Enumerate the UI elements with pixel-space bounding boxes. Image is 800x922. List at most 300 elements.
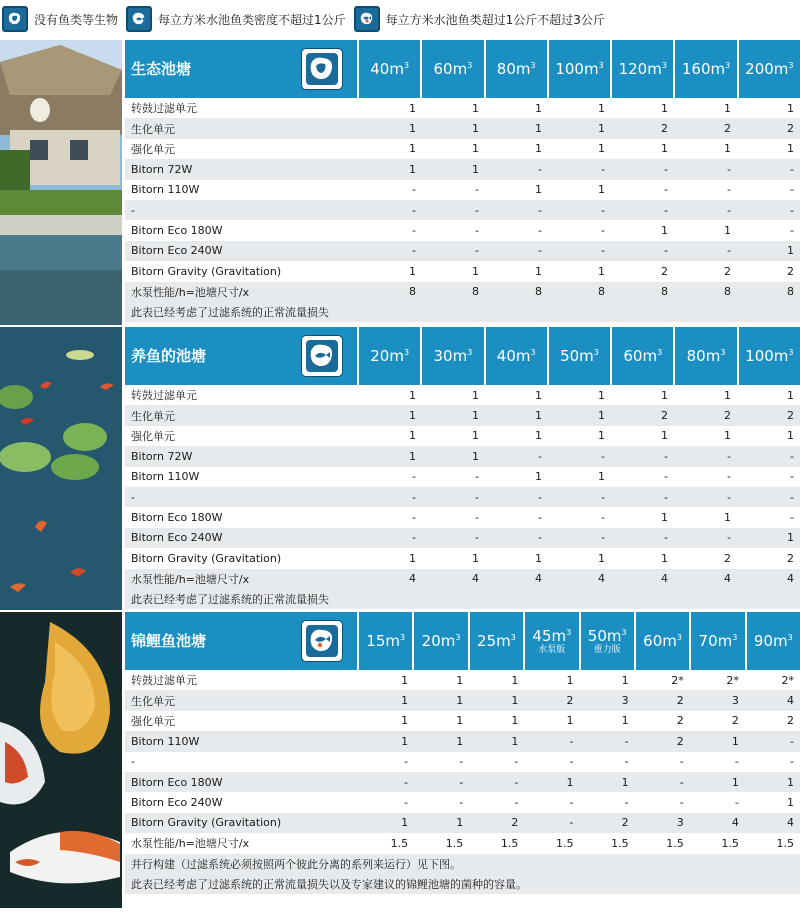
size-unit-superscript: 3: [467, 348, 473, 357]
table-cell: -: [790, 183, 794, 197]
section-title: 养鱼的池塘: [131, 347, 207, 365]
size-column-header: [673, 327, 736, 385]
table-cell: 1: [511, 714, 519, 728]
table-cell: 1: [598, 142, 605, 156]
size-value: 80m: [496, 60, 531, 78]
table-cell: -: [475, 511, 479, 525]
row-label: Bitorn Eco 240W: [131, 796, 223, 810]
size-unit-superscript: 3: [598, 61, 604, 70]
koi-fish-photo: [0, 612, 122, 908]
size-unit-superscript: 3: [788, 348, 794, 357]
table-cell: -: [569, 816, 574, 830]
table-cell: -: [727, 183, 731, 197]
table-cell: -: [412, 531, 416, 545]
size-unit-superscript: 3: [467, 61, 473, 70]
size-value: 60m: [643, 632, 677, 650]
size-column-header: [547, 327, 610, 385]
row-cells: [359, 450, 800, 463]
table-cell: 1: [598, 388, 605, 402]
table-cell: 1.5: [556, 836, 574, 850]
table-row: [125, 282, 800, 302]
table-cell: 8: [661, 285, 668, 299]
table-cell: 2: [787, 409, 794, 423]
table-cell: -: [412, 203, 416, 217]
table-cell: 1: [661, 142, 668, 156]
table-cell: 4: [472, 572, 479, 586]
size-line: [497, 60, 536, 78]
table-cell: -: [679, 775, 684, 789]
table-cell: 1: [409, 162, 416, 176]
table-cell: -: [601, 511, 605, 525]
table-row: [125, 711, 800, 731]
table-cell: -: [475, 224, 479, 238]
row-label: 强化单元: [131, 714, 175, 728]
row-cells: [359, 429, 800, 442]
row-cells: [359, 796, 800, 809]
table-cell: 4: [787, 816, 794, 830]
legend: [0, 0, 800, 38]
row-label: Bitorn 72W: [131, 449, 193, 463]
table-cell: 1: [621, 775, 629, 789]
size-column-header: [610, 40, 673, 98]
table-cell: 1: [661, 511, 668, 525]
table-cell: 1: [472, 429, 479, 443]
table-cell: 8: [409, 285, 416, 299]
legend-item-low-density: [124, 6, 346, 32]
row-cells: [359, 552, 800, 565]
table-cell: -: [790, 203, 794, 217]
row-cells: [359, 409, 800, 422]
table-cell: 2: [724, 264, 731, 278]
size-column-header: [420, 40, 483, 98]
size-unit-superscript: 3: [676, 633, 682, 642]
table-cell: 1: [535, 470, 542, 484]
table-cell: -: [624, 734, 629, 748]
row-cells: [359, 511, 800, 524]
row-cells: [359, 735, 800, 748]
table-cell: -: [412, 224, 416, 238]
table-cell: -: [404, 796, 409, 810]
table-note: 此表已经考虑了过滤系统的正常流量损失: [125, 589, 800, 609]
table-cell: 1: [472, 101, 479, 115]
ecological-pond-section: [0, 40, 800, 325]
table-cell: 1: [409, 264, 416, 278]
row-label: 生化单元: [131, 409, 175, 423]
table-cell: 1: [401, 714, 409, 728]
size-value: 50m: [560, 347, 594, 365]
size-value: 100m: [555, 60, 599, 78]
row-cells: [359, 102, 800, 115]
table-cell: 1.5: [776, 836, 794, 850]
table-header: [125, 612, 800, 670]
size-line: [588, 627, 627, 645]
size-value: 60m: [433, 60, 468, 78]
size-column-header: [737, 327, 800, 385]
table-cell: 1: [787, 531, 794, 545]
table-cell: 2: [676, 714, 684, 728]
table-cell: 1: [661, 224, 668, 238]
size-value: 40m: [496, 347, 531, 365]
row-label: Bitorn Eco 180W: [131, 224, 223, 238]
table-cell: 2: [676, 734, 684, 748]
table-cell: -: [664, 244, 668, 258]
table-cell: 4: [535, 572, 542, 586]
table-cell: 1: [472, 388, 479, 402]
row-cells: [359, 142, 800, 155]
size-variant-label: 水泵版: [538, 645, 566, 655]
size-column-header: [420, 327, 483, 385]
size-value: 200m: [745, 60, 789, 78]
table-cell: 1: [731, 734, 739, 748]
table-cell: 1: [472, 142, 479, 156]
row-label: Bitorn Eco 180W: [131, 511, 223, 525]
table-cell: 1: [409, 409, 416, 423]
row-label: Bitorn Eco 180W: [131, 775, 223, 789]
section-title: 锦鲤鱼池塘: [131, 632, 207, 650]
row-cells: [359, 776, 800, 789]
thatched-house-pond-photo: [0, 40, 122, 325]
table-cell: 1: [598, 183, 605, 197]
table-cell: 1.5: [500, 836, 519, 850]
table-body: [125, 670, 800, 894]
table-cell: 1: [535, 551, 542, 565]
table-cell: -: [790, 755, 794, 769]
table-cell: 1: [511, 673, 519, 687]
table-cell: 1: [456, 816, 464, 830]
size-value: 45m: [532, 627, 567, 645]
size-unit-superscript: 3: [725, 61, 731, 70]
table-cell: -: [459, 775, 464, 789]
size-column-header: [359, 612, 412, 670]
table-cell: -: [538, 203, 542, 217]
table-cell: 4: [787, 694, 794, 708]
row-label: Bitorn 110W: [131, 470, 200, 484]
table-cell: -: [664, 162, 668, 176]
table-cell: -: [734, 755, 739, 769]
row-label: Bitorn Eco 240W: [131, 531, 223, 545]
table-cell: 1: [566, 775, 574, 789]
table-cell: -: [459, 796, 464, 810]
size-column-header: [745, 612, 800, 670]
table-cell: 1: [401, 673, 409, 687]
size-line: [643, 632, 682, 650]
table-cell: 1: [511, 734, 519, 748]
table-cell: 1: [787, 429, 794, 443]
size-value: 25m: [477, 632, 511, 650]
legend-item-high-density: [352, 6, 605, 32]
size-unit-superscript: 3: [621, 628, 627, 637]
table-cell: 1: [731, 775, 739, 789]
table-cell: -: [569, 796, 574, 810]
size-unit-superscript: 3: [399, 633, 406, 642]
size-unit-superscript: 3: [788, 61, 794, 70]
table-cell: 1.5: [390, 836, 409, 850]
table-cell: -: [727, 162, 731, 176]
table-cell: 1: [724, 511, 731, 525]
size-column-header: [673, 40, 736, 98]
table-cell: -: [459, 755, 464, 769]
size-columns: [359, 327, 800, 385]
table-cell: 1: [535, 142, 542, 156]
table-cell: 4: [661, 572, 668, 586]
table-cell: 1: [661, 551, 668, 565]
table-cell: 1: [401, 734, 409, 748]
table-cell: -: [727, 449, 731, 463]
size-line: [366, 632, 405, 650]
row-cells: [359, 122, 800, 135]
row-cells: [359, 755, 800, 768]
table-cell: 3: [676, 816, 684, 830]
table-cell: 1: [598, 470, 605, 484]
table-cell: 1: [787, 244, 794, 258]
table-cell: 1: [598, 429, 605, 443]
table-cell: -: [538, 224, 542, 238]
size-line: [422, 632, 461, 650]
table-cell: 1: [472, 409, 479, 423]
table-cell: 1: [401, 694, 409, 708]
table-cell: 1: [511, 694, 519, 708]
row-label: 强化单元: [131, 429, 175, 443]
row-cells: [359, 183, 800, 196]
table-cell: 1: [472, 122, 479, 136]
table-cell: 1: [661, 101, 668, 115]
table-cell: -: [601, 203, 605, 217]
table-row: [125, 690, 800, 710]
table-row: [125, 528, 800, 548]
row-label: 水泵性能/h=池塘尺寸/x: [131, 837, 250, 851]
table-row: [125, 507, 800, 527]
table-cell: 1: [621, 714, 629, 728]
table-cell: -: [412, 183, 416, 197]
section-title: 生态池塘: [131, 60, 192, 78]
size-column-header: [689, 612, 744, 670]
table-row: [125, 159, 800, 179]
table-cell: 1: [566, 673, 574, 687]
size-value: 40m: [370, 60, 404, 78]
size-line: [555, 60, 603, 78]
size-unit-superscript: 3: [403, 348, 410, 357]
table-cell: -: [790, 470, 794, 484]
table-cell: -: [664, 490, 668, 504]
table-cell: 2: [661, 122, 668, 136]
table-cell: 1: [661, 388, 668, 402]
size-column-header: [359, 327, 420, 385]
table-cell: 1: [472, 449, 479, 463]
table-cell: -: [601, 490, 605, 504]
table-cell: 1: [409, 142, 416, 156]
table-cell: 1: [535, 409, 542, 423]
row-label: Bitorn Gravity (Gravitation): [131, 264, 282, 278]
fish-low-density-icon: [126, 6, 152, 32]
table-cell: -: [412, 244, 416, 258]
table-cell: 4: [409, 572, 416, 586]
row-label: 强化单元: [131, 142, 175, 156]
table-cell: -: [624, 796, 629, 810]
table-cell: 4: [724, 572, 731, 586]
table-cell: -: [569, 755, 574, 769]
size-value: 70m: [698, 632, 733, 650]
row-label: Bitorn 72W: [131, 162, 193, 176]
size-value: 160m: [681, 60, 726, 78]
table-cell: 4: [598, 572, 605, 586]
size-unit-superscript: 3: [661, 61, 667, 70]
row-cells: [359, 389, 800, 402]
table-cell: -: [664, 531, 668, 545]
table-cell: -: [514, 796, 519, 810]
table-cell: 1: [535, 183, 542, 197]
table-cell: 1: [409, 551, 416, 565]
table-row: [125, 731, 800, 751]
table-cell: -: [790, 511, 794, 525]
table-cell: -: [475, 490, 479, 504]
size-column-header: [484, 327, 547, 385]
table-cell: 1: [409, 388, 416, 402]
table-cell: 1: [787, 388, 794, 402]
table-cell: 1.5: [721, 836, 739, 850]
table-cell: -: [601, 531, 605, 545]
table-cell: 1: [456, 734, 464, 748]
table-cell: -: [601, 224, 605, 238]
table-cell: 1: [409, 122, 416, 136]
table-cell: 1: [598, 264, 605, 278]
table-cell: 1.5: [611, 836, 629, 850]
table-cell: 1: [621, 673, 629, 687]
table-cell: -: [790, 490, 794, 504]
size-value: 100m: [745, 347, 789, 365]
size-unit-superscript: 3: [455, 633, 461, 642]
table-cell: -: [412, 490, 416, 504]
row-label: 转鼓过滤单元: [131, 389, 197, 403]
table-cell: -: [538, 449, 542, 463]
size-column-header: [484, 40, 547, 98]
table-cell: -: [601, 244, 605, 258]
size-unit-superscript: 3: [593, 348, 599, 357]
table-cell: -: [601, 449, 605, 463]
table-cell: -: [514, 775, 519, 789]
row-cells: [359, 244, 800, 257]
row-label: 转鼓过滤单元: [131, 102, 197, 116]
table-row: [125, 200, 800, 220]
table-row: [125, 180, 800, 200]
table-cell: -: [790, 734, 794, 748]
size-unit-superscript: 3: [530, 61, 536, 70]
size-line: [532, 627, 571, 645]
table-cell: 1: [566, 714, 574, 728]
table-cell: 2: [724, 551, 731, 565]
size-line: [434, 347, 473, 365]
table-cell: 2: [621, 816, 629, 830]
fish-pond-section: [0, 327, 800, 610]
table-header: [125, 40, 800, 98]
table-cell: -: [624, 755, 629, 769]
table-cell: -: [475, 183, 479, 197]
table-cell: 8: [724, 285, 731, 299]
table-cell: 8: [787, 285, 794, 299]
table-cell: 1: [456, 673, 464, 687]
row-cells: [359, 837, 800, 850]
table-cell: 2: [661, 264, 668, 278]
size-line: [434, 60, 473, 78]
table-cell: -: [679, 755, 684, 769]
table-cell: 1: [787, 101, 794, 115]
size-unit-superscript: 3: [657, 348, 663, 357]
row-cells: [359, 470, 800, 483]
size-unit-superscript: 3: [787, 633, 793, 642]
row-cells: [359, 491, 800, 504]
table-row: [125, 548, 800, 568]
row-cells: [359, 694, 800, 707]
size-line: [699, 632, 738, 650]
table-body: [125, 385, 800, 609]
row-cells: [359, 285, 800, 298]
table-row: [125, 670, 800, 690]
table-row: [125, 385, 800, 405]
table-cell: 2: [566, 694, 574, 708]
legend-text: 每立方米水池鱼类密度不超过1公斤: [158, 12, 346, 27]
size-value: 30m: [433, 347, 468, 365]
table-cell: 1: [456, 714, 464, 728]
table-row: [125, 752, 800, 772]
size-value: 15m: [366, 632, 400, 650]
size-columns: [359, 40, 800, 98]
table-cell: -: [727, 531, 731, 545]
table-cell: 2: [661, 409, 668, 423]
koi-pond-section: [0, 612, 800, 908]
size-line: [745, 347, 793, 365]
table-cell: -: [538, 244, 542, 258]
table-row: [125, 833, 800, 853]
koi-pond-icon: [301, 620, 343, 662]
row-cells: [359, 531, 800, 544]
table-cell: 1: [472, 162, 479, 176]
table-cell: -: [569, 734, 574, 748]
fish-pond-icon: [301, 335, 343, 377]
table-cell: 2: [787, 551, 794, 565]
table-row: [125, 139, 800, 159]
table-row: [125, 241, 800, 261]
legend-text: 没有鱼类等生物: [34, 12, 119, 27]
table-cell: 2: [731, 714, 739, 728]
table-cell: -: [601, 162, 605, 176]
size-value: 80m: [686, 347, 721, 365]
table-cell: 1: [409, 101, 416, 115]
table-cell: -: [664, 203, 668, 217]
table-row: [125, 405, 800, 425]
table-cell: -: [664, 183, 668, 197]
table-body: [125, 98, 800, 322]
lily-fish-pond-photo: [0, 327, 122, 610]
table-cell: 2: [724, 122, 731, 136]
row-cells: [359, 224, 800, 237]
table-cell: -: [538, 531, 542, 545]
table-cell: 8: [472, 285, 479, 299]
table-cell: 1: [535, 101, 542, 115]
koi-pond-table: [125, 612, 800, 894]
table-cell: 2*: [781, 673, 794, 687]
table-row: [125, 772, 800, 792]
table-cell: -: [727, 203, 731, 217]
table-cell: 1: [724, 224, 731, 238]
row-cells: [359, 572, 800, 585]
table-cell: 3: [731, 694, 739, 708]
table-cell: 1: [724, 388, 731, 402]
size-line: [682, 60, 730, 78]
fish-pond-table: [125, 327, 800, 609]
table-cell: 2: [511, 816, 519, 830]
table-cell: 1: [598, 122, 605, 136]
size-line: [370, 347, 409, 365]
table-cell: -: [538, 490, 542, 504]
